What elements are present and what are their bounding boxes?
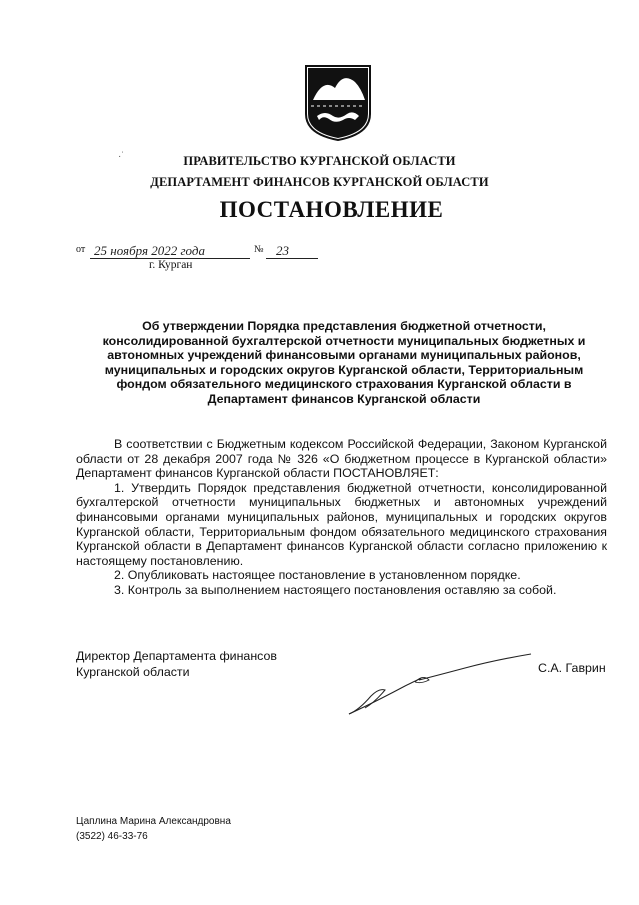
document-type-heading: ПОСТАНОВЛЕНИЕ	[219, 197, 444, 222]
item-3-paragraph: 3. Контроль за выполнением настоящего постановления оставляю за собой.	[114, 582, 557, 597]
handwritten-signature	[345, 650, 535, 720]
number-underline	[266, 258, 318, 259]
intro-paragraph: В соответствии с Бюджетным кодексом Российской Федерации, Законом Курганской области от 28 декабря 2007 года № 326 «О бюджетном процессе в Курганской области» Департамент финансов Курганской области ПОСТАНОВЛЯЕТ:	[76, 437, 607, 481]
position-line-1: Директор Департамента финансов	[76, 649, 277, 663]
department-name: ДЕПАРТАМЕНТ ФИНАНСОВ КУРГАНСКОЙ ОБЛАСТИ	[150, 175, 489, 189]
item-1-paragraph: 1. Утвердить Порядок представления бюджетной отчетности, консолидированной бухгалтерской отчетности муниципальных бюджетных и автономных учреждений финансовыми органами муниципальных районов, муниципальных и городских округов Курганской области, Территориальным фондом обязательного медицинского страхования Курганской области в Департамент финансов Курганской области согласно приложению к настоящему постановлению.	[76, 480, 607, 568]
executor-name: Цаплина Марина Александровна	[76, 816, 231, 827]
signatory-position	[76, 648, 277, 680]
city-label: г. Курган	[149, 259, 193, 271]
document-title: Об утверждении Порядка представления бюджетной отчетности, консолидированной бухгалтерской отчетности муниципальных бюджетных и автономных учреждений финансовыми органами муниципальных районов, муниципальных и городских округов Курганской области, Территориальным фондом обязательного медицинского страхования Курганской области в Департамент финансов Курганской области	[102, 319, 586, 406]
number-prefix: №	[254, 244, 264, 255]
handwritten-date: 25 ноября 2022 года	[94, 243, 205, 258]
executor-info	[76, 814, 231, 844]
date-prefix: от	[76, 244, 86, 255]
coat-of-arms-emblem	[303, 64, 373, 142]
item-2-paragraph: 2. Опубликовать настоящее постановление в установленном порядке.	[114, 568, 521, 583]
document-body	[76, 437, 607, 598]
government-name: ПРАВИТЕЛЬСТВО КУРГАНСКОЙ ОБЛАСТИ	[183, 154, 456, 168]
scan-speck: ·˙	[118, 151, 125, 162]
position-line-2: Курганской области	[76, 665, 190, 679]
handwritten-number: 23	[276, 243, 289, 258]
executor-phone: (3522) 46-33-76	[76, 831, 148, 842]
signatory-name: С.А. Гаврин	[538, 661, 606, 675]
